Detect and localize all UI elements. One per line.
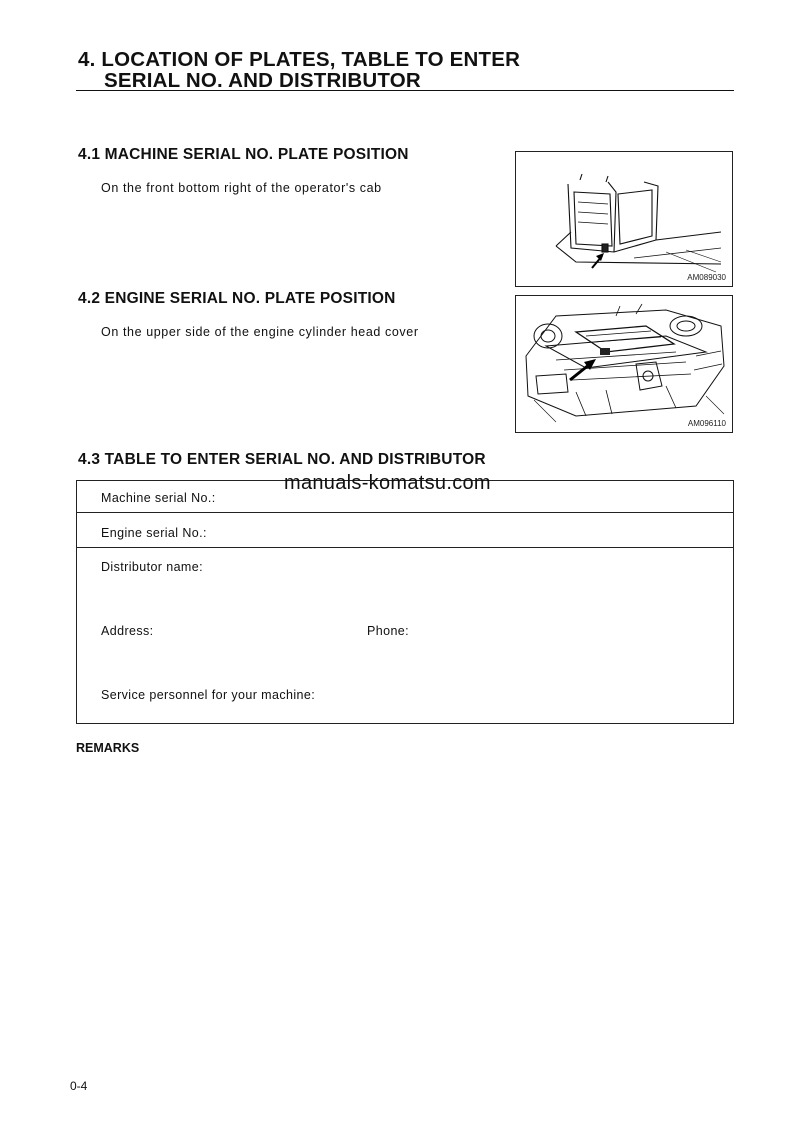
engine-serial-label: Engine serial No.: [101, 526, 207, 540]
watermark-text: manuals-komatsu.com [284, 472, 491, 494]
section-4-2-text: On the upper side of the engine cylinder head cover [101, 325, 419, 339]
table-divider [77, 512, 733, 513]
section-4-3-heading: 4.3 TABLE TO ENTER SERIAL NO. AND DISTRIBUTOR [78, 451, 486, 468]
address-label: Address: [101, 624, 154, 638]
machine-plate-figure [515, 151, 733, 287]
machine-cab-illustration [516, 152, 732, 286]
service-personnel-label: Service personnel for your machine: [101, 688, 316, 702]
figure-code-4-1: AM089030 [687, 273, 726, 282]
phone-label: Phone: [367, 624, 410, 638]
page-title-line-1: 4. LOCATION OF PLATES, TABLE TO ENTER [78, 48, 521, 71]
distributor-name-label: Distributor name: [101, 560, 203, 574]
engine-plate-figure [515, 295, 733, 433]
section-4-1-heading: 4.1 MACHINE SERIAL NO. PLATE POSITION [78, 146, 409, 163]
machine-serial-label: Machine serial No.: [101, 491, 216, 505]
remarks-heading: REMARKS [76, 741, 140, 755]
page-title-line-2: SERIAL NO. AND DISTRIBUTOR [104, 69, 421, 92]
section-4-2-heading: 4.2 ENGINE SERIAL NO. PLATE POSITION [78, 290, 396, 307]
page-number: 0-4 [70, 1079, 88, 1093]
table-divider [77, 547, 733, 548]
serial-distributor-table [76, 480, 734, 724]
engine-illustration [516, 296, 732, 432]
title-underline [76, 90, 734, 91]
figure-code-4-2: AM096110 [687, 419, 726, 428]
section-4-1-text: On the front bottom right of the operator's cab [101, 181, 382, 195]
